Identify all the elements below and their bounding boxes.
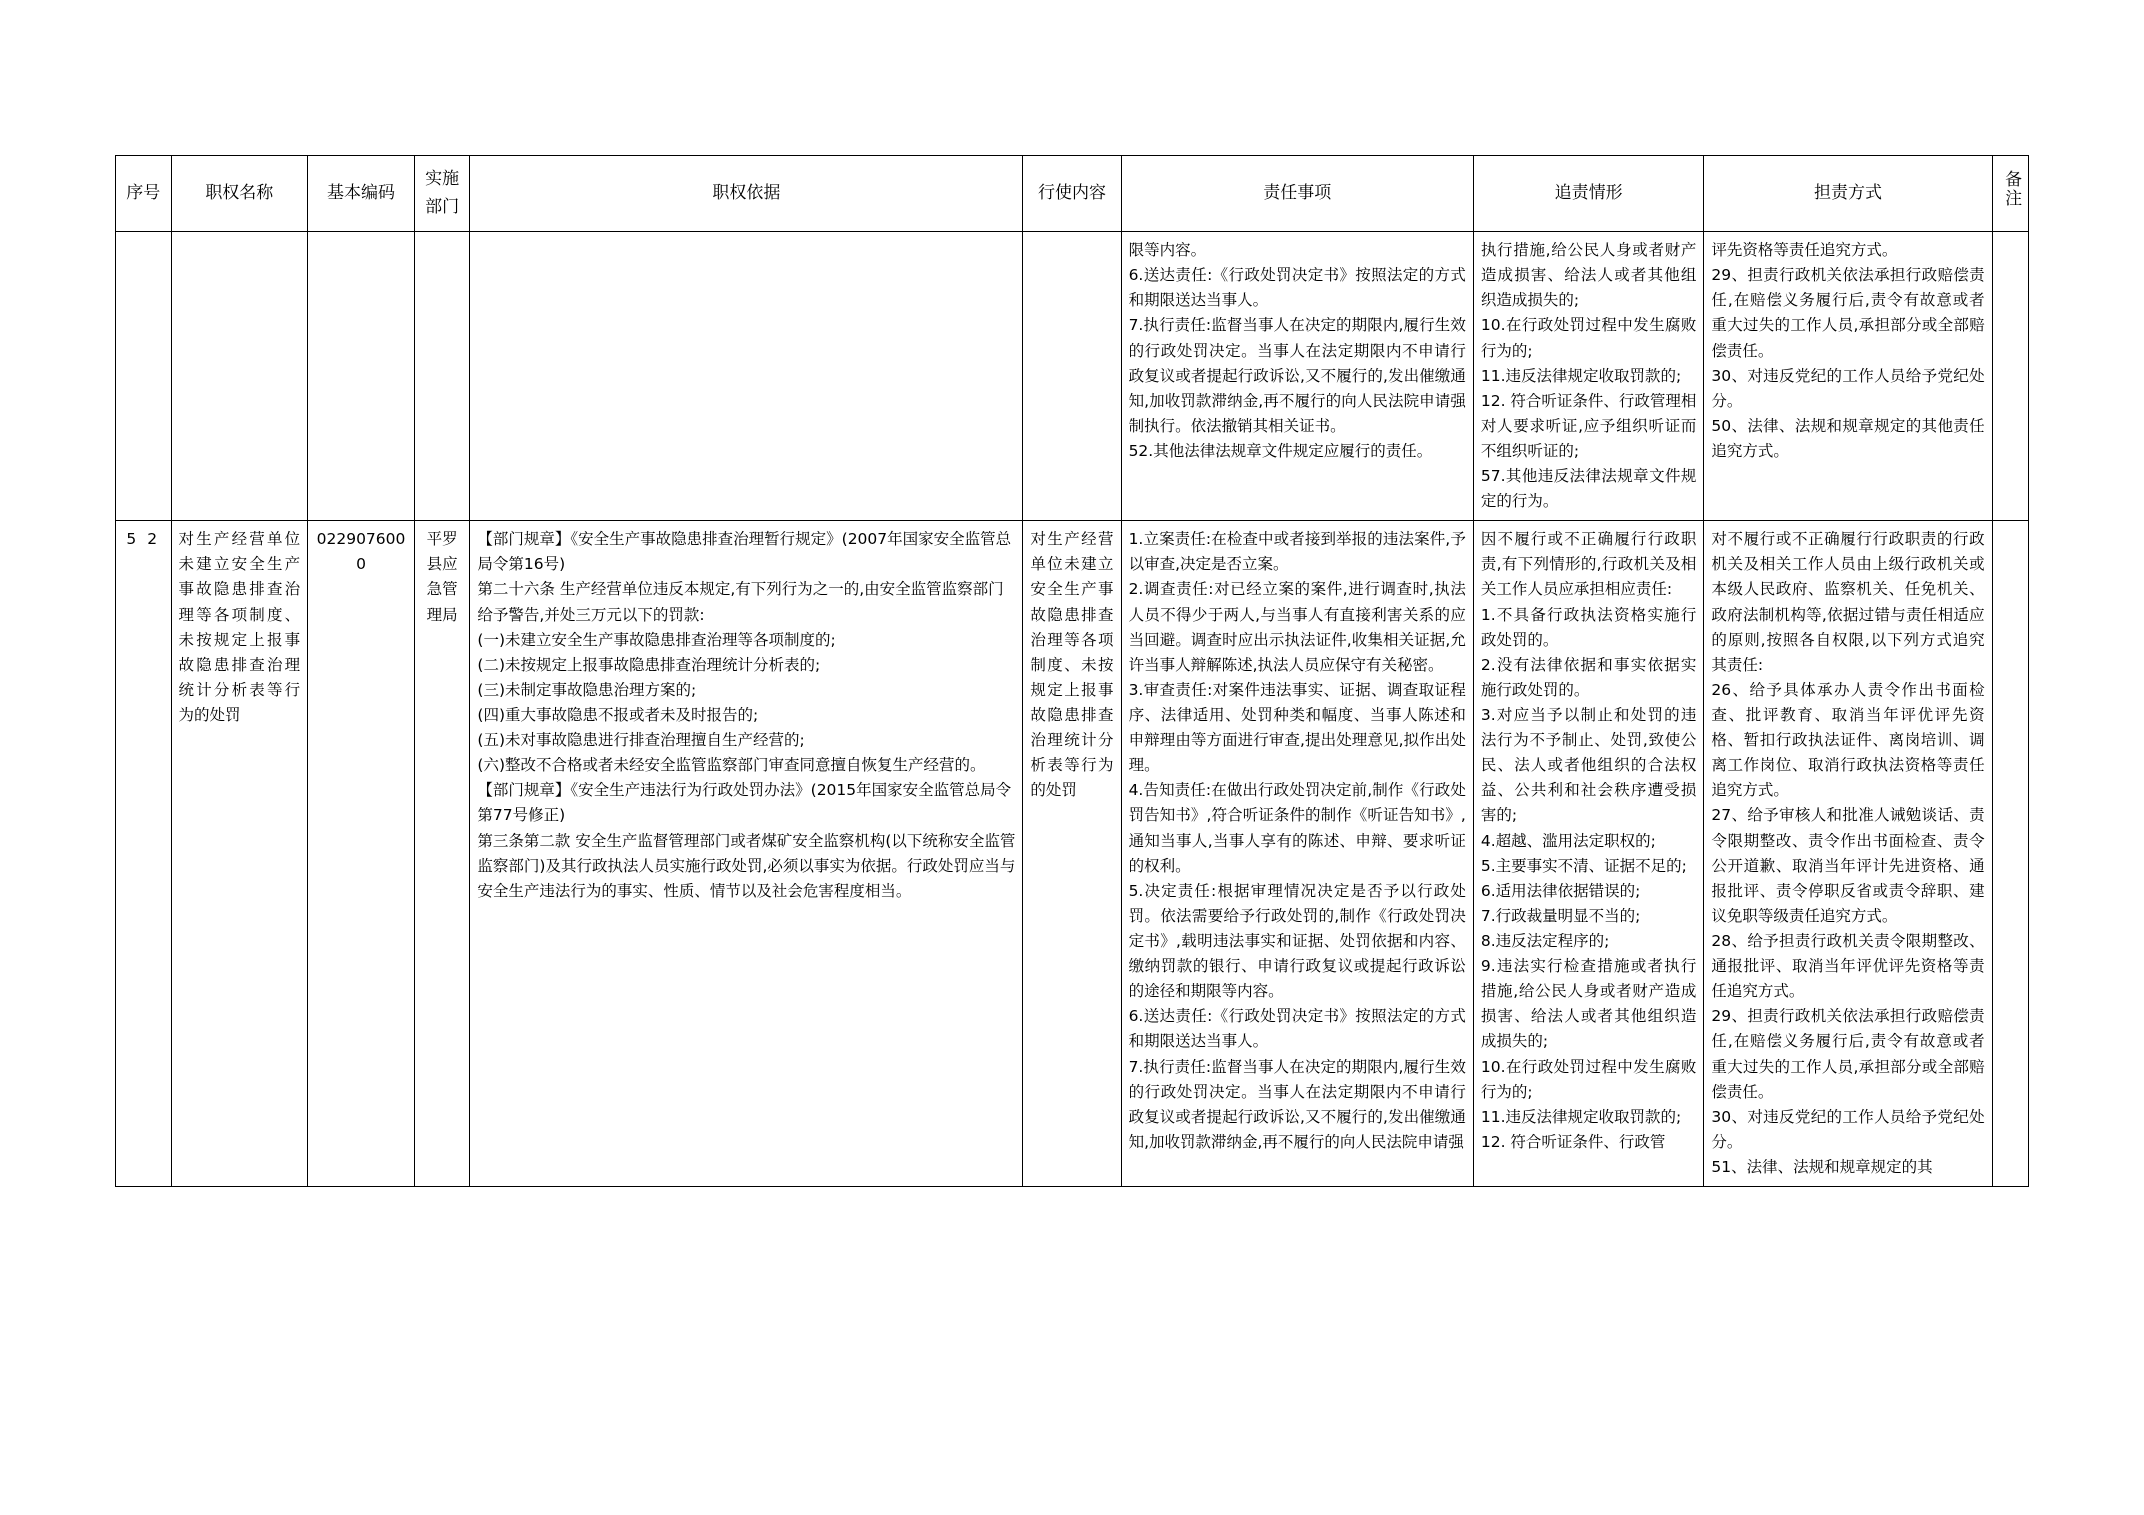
header-basic-code-label: 基本编码 xyxy=(327,182,396,203)
header-duty-items-label: 责任事项 xyxy=(1263,182,1332,203)
cell-remark xyxy=(1992,521,2028,1187)
header-authority-name xyxy=(171,156,308,232)
header-department-label: 实施部门 xyxy=(425,169,460,217)
header-exercise-content-label: 行使内容 xyxy=(1037,182,1106,203)
table-row xyxy=(116,521,2029,1187)
cell-remark xyxy=(1992,232,2028,521)
header-department xyxy=(414,156,470,232)
cell-legal-basis xyxy=(470,232,1023,521)
table-row xyxy=(116,232,2029,521)
cell-authority-name xyxy=(171,232,308,521)
header-seq-label: 序号 xyxy=(126,182,161,203)
cell-accountability: 执行措施,给公民人身或者财产造成损害、给法人或者其他组织造成损失的; 10.在行政处罚过程中发生腐败行为的; 11.违反法律规定收取罚款的; 12. 符合听证条件、行政管理相对人要求听证,应予组织听证而不组织听证的; 57.其他违反法律法规章文件规定的行为。 xyxy=(1473,232,1704,521)
cell-seq xyxy=(116,232,172,521)
cell-legal-basis: 【部门规章】《安全生产事故隐患排查治理暂行规定》(2007年国家安全监管总局令第16号) 第二十六条 生产经营单位违反本规定,有下列行为之一的,由安全监管监察部门给予警告,并处三万元以下的罚款: (一)未建立安全生产事故隐患排查治理等各项制度的; (二)未按规定上报事故隐患排查治理统计分析表的; (三)未制定事故隐患治理方案的; (四)重大事故隐患不报或者未及时报告的; (五)未对事故隐患进行排查治理擅自生产经营的; (六)整改不合格或者未经安全监管监察部门审查同意擅自恢复生产经营的。 【部门规章】《安全生产违法行为行政处罚办法》(2015年国家安全监管总局令第77号修正) 第三条第二款 安全生产监督管理部门或者煤矿安全监察机构(以下统称安全监管监察部门)及其行政执法人员实施行政处罚,必须以事实为依据。行政处罚应当与安全生产违法行为的事实、性质、情节以及社会危害程度相当。 xyxy=(470,521,1023,1187)
header-exercise-content xyxy=(1023,156,1121,232)
header-remark xyxy=(1992,156,2028,232)
cell-exercise-content: 对生产经营单位未建立安全生产事故隐患排查治理等各项制度、未按规定上报事故隐患排查治理统计分析表等行为的处罚 xyxy=(1023,521,1121,1187)
header-basic-code xyxy=(308,156,415,232)
table-header-row xyxy=(116,156,2029,232)
cell-basic-code xyxy=(308,232,415,521)
cell-department: 平罗县应急管理局 xyxy=(414,521,470,1187)
header-authority-name-label: 职权名称 xyxy=(205,182,274,203)
header-duty-items xyxy=(1121,156,1473,232)
header-accountability xyxy=(1473,156,1704,232)
cell-accountability: 因不履行或不正确履行行政职责,有下列情形的,行政机关及相关工作人员应承担相应责任: 1.不具备行政执法资格实施行政处罚的。 2.没有法律依据和事实依据实施行政处罚的。 3.对应当予以制止和处罚的违法行为不予制止、处罚,致使公民、法人或者他组织的合法权益、公共利和社会秩序遭受损害的; 4.超越、滥用法定职权的; 5.主要事实不清、证据不足的; 6.适用法律依据错误的; 7.行政裁量明显不当的; 8.违反法定程序的; 9.违法实行检查措施或者执行措施,给公民人身或者财产造成损害、给法人或者其他组织造成损失的; 10.在行政处罚过程中发生腐败行为的; 11.违反法律规定收取罚款的; 12. 符合听证条件、行政管 xyxy=(1473,521,1704,1187)
cell-exercise-content xyxy=(1023,232,1121,521)
cell-duty-items: 限等内容。 6.送达责任:《行政处罚决定书》按照法定的方式和期限送达当事人。 7.执行责任:监督当事人在决定的期限内,履行生效的行政处罚决定。当事人在法定期限内不申请行政复议或者提起行政诉讼,又不履行的,发出催缴通知,加收罚款滞纳金,再不履行的向人民法院申请强制执行。依法撤销其相关证书。 52.其他法律法规章文件规定应履行的责任。 xyxy=(1121,232,1473,521)
cell-seq: 5 2 xyxy=(116,521,172,1187)
header-legal-basis-label: 职权依据 xyxy=(712,182,781,203)
cell-duty-items: 1.立案责任:在检查中或者接到举报的违法案件,予以审查,决定是否立案。 2.调查责任:对已经立案的案件,进行调查时,执法人员不得少于两人,与当事人有直接利害关系的应当回避。调查时应出示执法证件,收集相关证据,允许当事人辩解陈述,执法人员应保守有关秘密。 3.审查责任:对案件违法事实、证据、调查取证程序、法律适用、处罚种类和幅度、当事人陈述和申辩理由等方面进行审查,提出处理意见,拟作出处理。 4.告知责任:在做出行政处罚决定前,制作《行政处罚告知书》,符合听证条件的制作《听证告知书》,通知当事人,当事人享有的陈述、申辩、要求听证的权利。 5.决定责任:根据审理情况决定是否予以行政处罚。依法需要给予行政处罚的,制作《行政处罚决定书》,载明违法事实和证据、处罚依据和内容、缴纳罚款的银行、申请行政复议或提起行政诉讼的途径和期限等内容。 6.送达责任:《行政处罚决定书》按照法定的方式和期限送达当事人。 7.执行责任:监督当事人在决定的期限内,履行生效的行政处罚决定。当事人在法定期限内不申请行政复议或者提起行政诉讼,又不履行的,发出催缴通知,加收罚款滞纳金,再不履行的向人民法院申请强 xyxy=(1121,521,1473,1187)
cell-bearing-method: 对不履行或不正确履行行政职责的行政机关及相关工作人员由上级行政机关或本级人民政府、监察机关、任免机关、政府法制机构等,依据过错与责任相适应的原则,按照各自权限,以下列方式追究其责任: 26、给予具体承办人责令作出书面检查、批评教育、取消当年评优评先资格、暂扣行政执法证件、离岗培训、调离工作岗位、取消行政执法资格等责任追究方式。 27、给予审核人和批准人诫勉谈话、责令限期整改、责令作出书面检查、责令公开道歉、取消当年评计先进资格、通报批评、责令停职反省或责令辞职、建议免职等级责任追究方式。 28、给予担责行政机关责令限期整改、通报批评、取消当年评优评先资格等责任追究方式。 29、担责行政机关依法承担行政赔偿责任,在赔偿义务履行后,责令有故意或者重大过失的工作人员,承担部分或全部赔偿责任。 30、对违反党纪的工作人员给予党纪处分。 51、法律、法规和规章规定的其 xyxy=(1704,521,1992,1187)
header-legal-basis xyxy=(470,156,1023,232)
header-bearing-method-label: 担责方式 xyxy=(1814,182,1883,203)
header-remark-label: 备注 xyxy=(2001,169,2022,208)
header-seq xyxy=(116,156,172,232)
cell-bearing-method: 评先资格等责任追究方式。 29、担责行政机关依法承担行政赔偿责任,在赔偿义务履行后,责令有故意或者重大过失的工作人员,承担部分或全部赔偿责任。 30、对违反党纪的工作人员给予党纪处分。 50、法律、法规和规章规定的其他责任追究方式。 xyxy=(1704,232,1992,521)
authority-responsibility-table xyxy=(115,155,2029,1187)
cell-department xyxy=(414,232,470,521)
header-bearing-method xyxy=(1704,156,1992,232)
cell-basic-code: 0229076000 xyxy=(308,521,415,1187)
cell-authority-name: 对生产经营单位未建立安全生产事故隐患排查治理等各项制度、未按规定上报事故隐患排查治理统计分析表等行为的处罚 xyxy=(171,521,308,1187)
header-accountability-label: 追责情形 xyxy=(1554,182,1623,203)
